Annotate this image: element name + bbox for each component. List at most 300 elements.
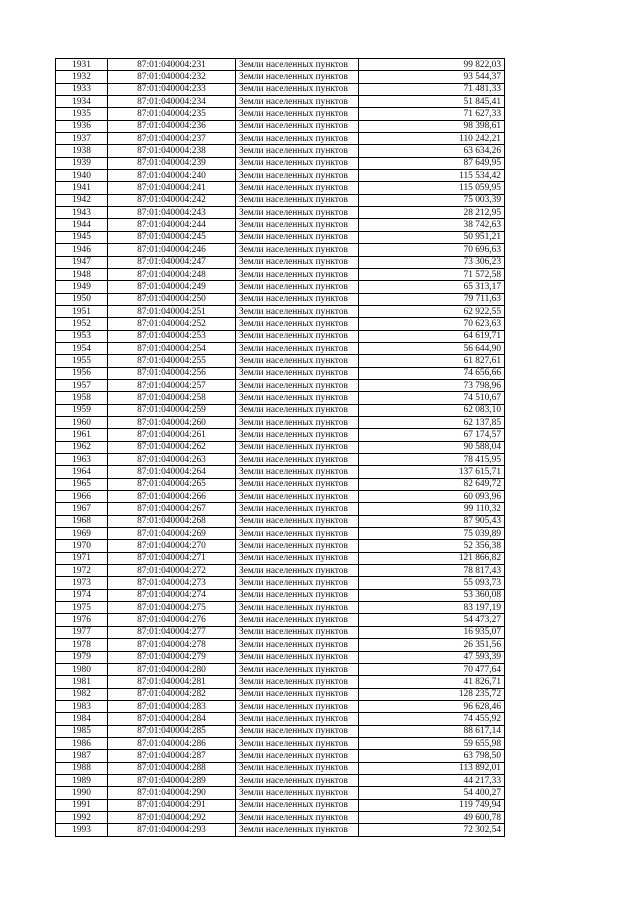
cadastral-number: 87:01:040004:270 [108,540,236,552]
row-number: 1960 [56,416,108,428]
table-row [56,231,505,243]
value-cell: 62 083,10 [359,404,505,416]
cadastral-number: 87:01:040004:287 [108,750,236,762]
cadastral-number: 87:01:040004:290 [108,787,236,799]
value-cell: 71 627,33 [359,108,505,120]
table-row [56,404,505,416]
row-number: 1941 [56,182,108,194]
value-cell: 16 935,07 [359,626,505,638]
table-row [56,71,505,83]
value-cell: 90 588,04 [359,441,505,453]
value-cell: 52 356,38 [359,540,505,552]
table-row [56,626,505,638]
row-number: 1971 [56,552,108,564]
value-cell: 74 656,66 [359,367,505,379]
row-number: 1945 [56,231,108,243]
row-number: 1939 [56,157,108,169]
land-category: Земли населенных пунктов [236,639,359,651]
land-category: Земли населенных пунктов [236,528,359,540]
table-row [56,157,505,169]
cadastral-number: 87:01:040004:288 [108,762,236,774]
table-row [56,589,505,601]
land-category: Земли населенных пунктов [236,589,359,601]
land-category: Земли населенных пунктов [236,799,359,811]
cadastral-number: 87:01:040004:277 [108,626,236,638]
cadastral-number: 87:01:040004:269 [108,528,236,540]
table-row [56,602,505,614]
value-cell: 78 817,43 [359,565,505,577]
value-cell: 115 534,42 [359,170,505,182]
land-category: Земли населенных пунктов [236,219,359,231]
value-cell: 98 398,61 [359,120,505,132]
land-category: Земли населенных пунктов [236,478,359,490]
table-row [56,392,505,404]
value-cell: 64 619,71 [359,330,505,342]
land-category: Земли населенных пунктов [236,342,359,354]
land-category: Земли населенных пунктов [236,824,359,836]
land-category: Земли населенных пунктов [236,367,359,379]
cadastral-number: 87:01:040004:281 [108,676,236,688]
value-cell: 44 217,33 [359,774,505,786]
value-cell: 61 827,61 [359,355,505,367]
cadastral-number: 87:01:040004:261 [108,429,236,441]
land-category: Земли населенных пунктов [236,429,359,441]
land-category: Земли населенных пунктов [236,454,359,466]
row-number: 1940 [56,170,108,182]
table-row [56,639,505,651]
row-number: 1951 [56,305,108,317]
table-row [56,281,505,293]
land-category: Земли населенных пунктов [236,157,359,169]
land-category: Земли населенных пунктов [236,71,359,83]
land-category: Земли населенных пунктов [236,145,359,157]
value-cell: 47 593,39 [359,651,505,663]
value-cell: 67 174,57 [359,429,505,441]
cadastral-number: 87:01:040004:265 [108,478,236,490]
table-row [56,577,505,589]
row-number: 1988 [56,762,108,774]
cadastral-number: 87:01:040004:259 [108,404,236,416]
value-cell: 63 798,50 [359,750,505,762]
cadastral-number: 87:01:040004:257 [108,379,236,391]
table-row [56,83,505,95]
table-row [56,454,505,466]
value-cell: 63 634,26 [359,145,505,157]
cadastral-number: 87:01:040004:271 [108,552,236,564]
land-category: Земли населенных пунктов [236,651,359,663]
row-number: 1943 [56,207,108,219]
value-cell: 70 696,63 [359,244,505,256]
value-cell: 49 600,78 [359,811,505,823]
cadastral-number: 87:01:040004:256 [108,367,236,379]
value-cell: 26 351,56 [359,639,505,651]
table-row [56,725,505,737]
value-cell: 28 212,95 [359,207,505,219]
row-number: 1938 [56,145,108,157]
cadastral-number: 87:01:040004:275 [108,602,236,614]
table-row [56,244,505,256]
cadastral-number: 87:01:040004:272 [108,565,236,577]
land-category: Земли населенных пунктов [236,133,359,145]
row-number: 1954 [56,342,108,354]
row-number: 1981 [56,676,108,688]
row-number: 1975 [56,602,108,614]
cadastral-number: 87:01:040004:253 [108,330,236,342]
cadastral-number: 87:01:040004:252 [108,318,236,330]
row-number: 1961 [56,429,108,441]
cadastral-number: 87:01:040004:237 [108,133,236,145]
cadastral-number: 87:01:040004:243 [108,207,236,219]
row-number: 1948 [56,268,108,280]
value-cell: 41 826,71 [359,676,505,688]
land-category: Земли населенных пунктов [236,392,359,404]
cadastral-number: 87:01:040004:235 [108,108,236,120]
table-row [56,663,505,675]
land-category: Земли населенных пунктов [236,318,359,330]
table-row [56,750,505,762]
value-cell: 74 455,92 [359,713,505,725]
value-cell: 56 644,90 [359,342,505,354]
land-category: Земли населенных пунктов [236,515,359,527]
table-row [56,305,505,317]
land-category: Земли населенных пунктов [236,626,359,638]
table-row [56,441,505,453]
table-row [56,219,505,231]
value-cell: 73 798,96 [359,379,505,391]
table-row [56,108,505,120]
table-row [56,416,505,428]
land-category: Земли населенных пунктов [236,256,359,268]
row-number: 1980 [56,663,108,675]
value-cell: 78 415,95 [359,454,505,466]
land-category: Земли населенных пунктов [236,577,359,589]
cadastral-number: 87:01:040004:234 [108,96,236,108]
table-row [56,552,505,564]
row-number: 1991 [56,799,108,811]
land-category: Земли населенных пунктов [236,441,359,453]
value-cell: 93 544,37 [359,71,505,83]
row-number: 1982 [56,688,108,700]
land-category: Земли населенных пунктов [236,170,359,182]
cadastral-number: 87:01:040004:236 [108,120,236,132]
value-cell: 119 749,94 [359,799,505,811]
value-cell: 53 360,08 [359,589,505,601]
row-number: 1953 [56,330,108,342]
table-row [56,367,505,379]
cadastral-number: 87:01:040004:282 [108,688,236,700]
table-row [56,379,505,391]
land-category: Земли населенных пунктов [236,663,359,675]
row-number: 1985 [56,725,108,737]
table-row [56,145,505,157]
row-number: 1956 [56,367,108,379]
table-row [56,182,505,194]
cadastral-number: 87:01:040004:289 [108,774,236,786]
value-cell: 54 473,27 [359,614,505,626]
land-category: Земли населенных пунктов [236,614,359,626]
cadastral-number: 87:01:040004:248 [108,268,236,280]
value-cell: 87 905,43 [359,515,505,527]
land-category: Земли населенных пунктов [236,281,359,293]
row-number: 1932 [56,71,108,83]
value-cell: 75 039,89 [359,528,505,540]
land-category: Земли населенных пунктов [236,676,359,688]
table-row [56,318,505,330]
row-number: 1949 [56,281,108,293]
row-number: 1942 [56,194,108,206]
cadastral-number: 87:01:040004:263 [108,454,236,466]
cadastral-number: 87:01:040004:249 [108,281,236,293]
row-number: 1946 [56,244,108,256]
table-row [56,96,505,108]
table-body [56,59,505,837]
row-number: 1935 [56,108,108,120]
land-category: Земли населенных пунктов [236,700,359,712]
land-category: Земли населенных пунктов [236,330,359,342]
land-category: Земли населенных пунктов [236,466,359,478]
value-cell: 128 235,72 [359,688,505,700]
land-category: Земли населенных пунктов [236,305,359,317]
table-row [56,355,505,367]
table-row [56,120,505,132]
cadastral-number: 87:01:040004:241 [108,182,236,194]
cadastral-number: 87:01:040004:293 [108,824,236,836]
value-cell: 54 400,27 [359,787,505,799]
land-category: Земли населенных пунктов [236,231,359,243]
cadastral-number: 87:01:040004:250 [108,293,236,305]
cadastral-number: 87:01:040004:276 [108,614,236,626]
value-cell: 88 617,14 [359,725,505,737]
row-number: 1993 [56,824,108,836]
value-cell: 71 481,33 [359,83,505,95]
value-cell: 73 306,23 [359,256,505,268]
row-number: 1983 [56,700,108,712]
cadastral-number: 87:01:040004:255 [108,355,236,367]
table-row [56,811,505,823]
land-category: Земли населенных пунктов [236,59,359,71]
value-cell: 87 649,95 [359,157,505,169]
value-cell: 110 242,21 [359,133,505,145]
row-number: 1977 [56,626,108,638]
value-cell: 70 477,64 [359,663,505,675]
cadastral-number: 87:01:040004:239 [108,157,236,169]
table-row [56,429,505,441]
land-category: Земли населенных пунктов [236,688,359,700]
table-row [56,737,505,749]
row-number: 1936 [56,120,108,132]
value-cell: 70 623,63 [359,318,505,330]
value-cell: 75 003,39 [359,194,505,206]
table-row [56,342,505,354]
land-category: Земли населенных пунктов [236,602,359,614]
row-number: 1966 [56,491,108,503]
value-cell: 38 742,63 [359,219,505,231]
value-cell: 71 572,58 [359,268,505,280]
cadastral-number: 87:01:040004:244 [108,219,236,231]
value-cell: 137 615,71 [359,466,505,478]
land-category: Земли населенных пунктов [236,355,359,367]
land-category: Земли населенных пунктов [236,491,359,503]
value-cell: 59 655,98 [359,737,505,749]
land-category: Земли населенных пунктов [236,120,359,132]
land-category: Земли населенных пунктов [236,293,359,305]
table-row [56,170,505,182]
table-row [56,540,505,552]
table-row [56,194,505,206]
cadastral-number: 87:01:040004:251 [108,305,236,317]
cadastral-number: 87:01:040004:231 [108,59,236,71]
table-row [56,799,505,811]
cadastral-number: 87:01:040004:266 [108,491,236,503]
value-cell: 55 093,73 [359,577,505,589]
row-number: 1968 [56,515,108,527]
value-cell: 60 093,96 [359,491,505,503]
row-number: 1933 [56,83,108,95]
cadastral-number: 87:01:040004:286 [108,737,236,749]
value-cell: 99 822,03 [359,59,505,71]
land-category: Земли населенных пунктов [236,379,359,391]
table-row [56,515,505,527]
row-number: 1990 [56,787,108,799]
cadastral-number: 87:01:040004:268 [108,515,236,527]
cadastral-number: 87:01:040004:247 [108,256,236,268]
value-cell: 62 137,85 [359,416,505,428]
land-plots-table [55,58,505,837]
cadastral-number: 87:01:040004:238 [108,145,236,157]
row-number: 1967 [56,503,108,515]
value-cell: 65 313,17 [359,281,505,293]
cadastral-number: 87:01:040004:273 [108,577,236,589]
cadastral-number: 87:01:040004:245 [108,231,236,243]
cadastral-number: 87:01:040004:262 [108,441,236,453]
cadastral-number: 87:01:040004:258 [108,392,236,404]
value-cell: 99 110,32 [359,503,505,515]
value-cell: 82 649,72 [359,478,505,490]
land-category: Земли населенных пунктов [236,787,359,799]
land-category: Земли населенных пунктов [236,194,359,206]
cadastral-number: 87:01:040004:284 [108,713,236,725]
table-row [56,268,505,280]
cadastral-number: 87:01:040004:291 [108,799,236,811]
table-row [56,293,505,305]
land-category: Земли населенных пунктов [236,182,359,194]
value-cell: 74 510,67 [359,392,505,404]
row-number: 1944 [56,219,108,231]
value-cell: 83 197,19 [359,602,505,614]
cadastral-number: 87:01:040004:279 [108,651,236,663]
row-number: 1986 [56,737,108,749]
value-cell: 79 711,63 [359,293,505,305]
land-category: Земли населенных пунктов [236,565,359,577]
cadastral-number: 87:01:040004:274 [108,589,236,601]
row-number: 1973 [56,577,108,589]
row-number: 1979 [56,651,108,663]
cadastral-number: 87:01:040004:242 [108,194,236,206]
table-row [56,614,505,626]
row-number: 1974 [56,589,108,601]
row-number: 1952 [56,318,108,330]
table-row [56,651,505,663]
cadastral-number: 87:01:040004:278 [108,639,236,651]
value-cell: 72 302,54 [359,824,505,836]
row-number: 1931 [56,59,108,71]
row-number: 1963 [56,454,108,466]
land-category: Земли населенных пунктов [236,774,359,786]
cadastral-number: 87:01:040004:246 [108,244,236,256]
table-row [56,713,505,725]
value-cell: 113 892,01 [359,762,505,774]
table-row [56,330,505,342]
table-row [56,700,505,712]
row-number: 1964 [56,466,108,478]
cadastral-number: 87:01:040004:240 [108,170,236,182]
table-row [56,256,505,268]
table-row [56,774,505,786]
table-row [56,466,505,478]
row-number: 1962 [56,441,108,453]
value-cell: 121 866,82 [359,552,505,564]
row-number: 1972 [56,565,108,577]
cadastral-number: 87:01:040004:264 [108,466,236,478]
cadastral-number: 87:01:040004:292 [108,811,236,823]
cadastral-number: 87:01:040004:267 [108,503,236,515]
table-row [56,824,505,836]
land-category: Земли населенных пунктов [236,96,359,108]
row-number: 1976 [56,614,108,626]
row-number: 1955 [56,355,108,367]
value-cell: 115 059,95 [359,182,505,194]
table-row [56,787,505,799]
row-number: 1987 [56,750,108,762]
row-number: 1950 [56,293,108,305]
value-cell: 50 951,21 [359,231,505,243]
row-number: 1969 [56,528,108,540]
cadastral-number: 87:01:040004:260 [108,416,236,428]
land-category: Земли населенных пунктов [236,540,359,552]
land-category: Земли населенных пунктов [236,552,359,564]
row-number: 1937 [56,133,108,145]
table-row [56,133,505,145]
land-category: Земли населенных пунктов [236,750,359,762]
row-number: 1957 [56,379,108,391]
land-category: Земли населенных пунктов [236,244,359,256]
row-number: 1965 [56,478,108,490]
table-row [56,503,505,515]
table-row [56,491,505,503]
row-number: 1989 [56,774,108,786]
value-cell: 51 845,41 [359,96,505,108]
row-number: 1959 [56,404,108,416]
row-number: 1947 [56,256,108,268]
table-row [56,565,505,577]
land-category: Земли населенных пунктов [236,83,359,95]
table-row [56,59,505,71]
cadastral-number: 87:01:040004:285 [108,725,236,737]
land-category: Земли населенных пунктов [236,108,359,120]
row-number: 1992 [56,811,108,823]
land-category: Земли населенных пунктов [236,725,359,737]
cadastral-number: 87:01:040004:232 [108,71,236,83]
row-number: 1934 [56,96,108,108]
row-number: 1984 [56,713,108,725]
cadastral-number: 87:01:040004:280 [108,663,236,675]
table-row [56,762,505,774]
row-number: 1978 [56,639,108,651]
land-category: Земли населенных пунктов [236,207,359,219]
land-category: Земли населенных пунктов [236,811,359,823]
cadastral-number: 87:01:040004:283 [108,700,236,712]
table-row [56,676,505,688]
